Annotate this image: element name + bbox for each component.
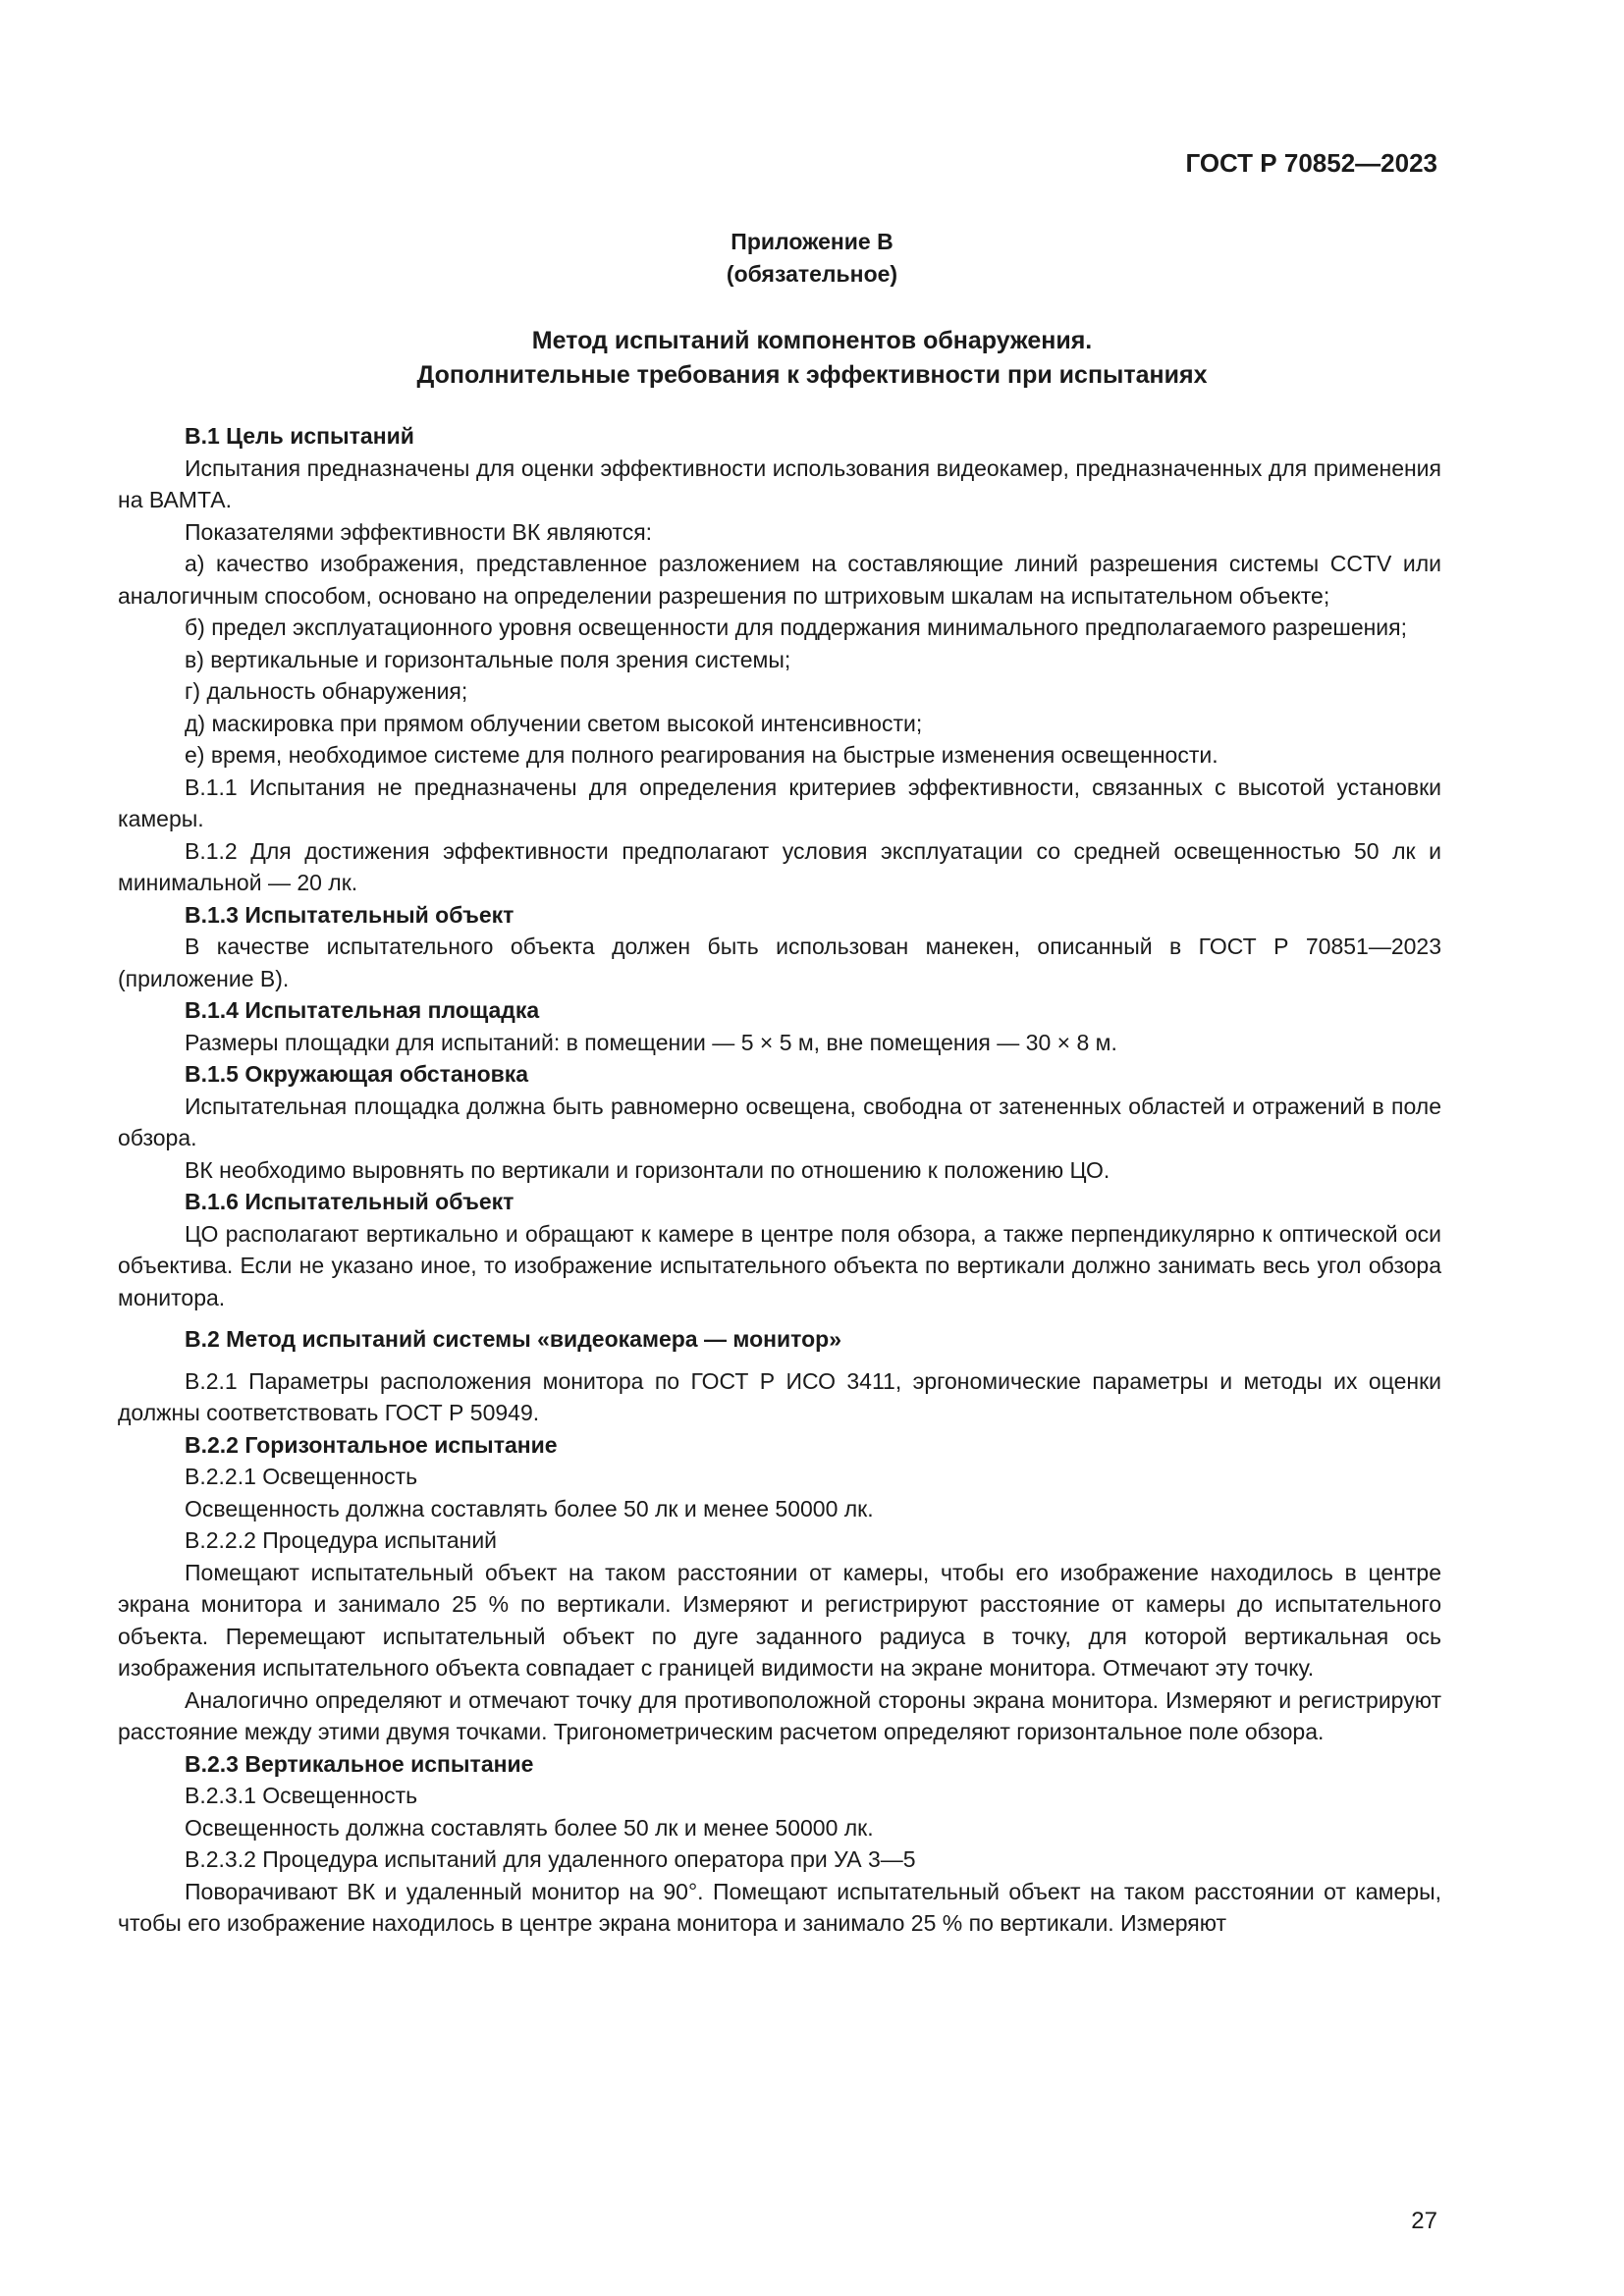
title-line-1: Метод испытаний компонентов обнаружения. (531, 327, 1093, 354)
section-heading: В.1 Цель испытаний (185, 423, 414, 449)
paragraph: Помещают испытательный объект на таком расстоянии от камеры, чтобы его изображение находилось в центре экрана монитора и занимало 25 % по вертикали. Измеряют и регистрируют расстояние от камеры до испытательного объекта. Перемещают испытательный объект по дуге заданного радиуса в точку, для которой вертикальная ось изображения испытательного объекта совпадает с границей видимости на экране монитора. Отмечают эту точку. (118, 1559, 1441, 1681)
standard-code: ГОСТ Р 70852—2023 (1185, 148, 1437, 178)
paragraph: В.2.1 Параметры расположения монитора по ГОСТ Р ИСО 3411, эргономические параметры и методы их оценки должны соответствовать ГОСТ Р 50949. (118, 1367, 1441, 1425)
subsection-heading: В.1.6 Испытательный объект (185, 1189, 514, 1214)
clause-title: В.2.3.2 Процедура испытаний для удаленного оператора при УА 3—5 (185, 1846, 916, 1872)
clause-title: В.2.3.1 Освещенность (185, 1783, 418, 1808)
list-item: в) вертикальные и горизонтальные поля зрения системы; (185, 646, 791, 672)
paragraph: Освещенность должна составлять более 50 лк и менее 50000 лк. (185, 1814, 874, 1841)
clause-title: В.2.2.2 Процедура испытаний (185, 1527, 498, 1553)
annex-heading (0, 226, 1624, 291)
section-heading: В.2 Метод испытаний системы «видеокамера — монитор» (185, 1326, 842, 1352)
subsection-heading: В.1.4 Испытательная площадка (185, 997, 540, 1023)
paragraph: Испытательная площадка должна быть равномерно освещена, свободна от затененных областей и отражений в поле обзора. (118, 1093, 1441, 1150)
paragraph: Освещенность должна составлять более 50 лк и менее 50000 лк. (185, 1495, 874, 1522)
list-item: е) время, необходимое системе для полного реагирования на быстрые изменения освещенности. (185, 742, 1218, 768)
paragraph: В.1.2 Для достижения эффективности предполагают условия эксплуатации со средней освещенностью 50 лк и минимальной — 20 лк. (118, 837, 1441, 895)
paragraph: Поворачивают ВК и удаленный монитор на 90°. Помещают испытательный объект на таком расстоянии от камеры, чтобы его изображение находилось в центре экрана монитора и занимало 25 % по вертикали. Измеряют (118, 1878, 1441, 1936)
list-item: г) дальность обнаружения; (185, 678, 468, 704)
clause-title: В.2.2.1 Освещенность (185, 1464, 418, 1489)
paragraph: Аналогично определяют и отмечают точку для противоположной стороны экрана монитора. Измеряют и регистрируют расстояние между этими двумя точками. Тригонометрическим расчетом определяют горизонтальное поле обзора. (118, 1686, 1441, 1744)
subsection-heading: В.2.2 Горизонтальное испытание (185, 1431, 558, 1458)
list-item: а) качество изображения, представленное разложением на составляющие линий разрешения системы CCTV или аналогичным способом, основано на определении разрешения по штриховым шкалам на испытательном объекте; (118, 551, 1441, 609)
page-number: 27 (1411, 2208, 1437, 2234)
paragraph: ВК необходимо выровнять по вертикали и горизонтали по отношению к положению ЦО. (185, 1156, 1110, 1183)
list-item: б) предел эксплуатационного уровня освещенности для поддержания минимального предполагаемого разрешения; (185, 614, 1407, 640)
paragraph: Испытания предназначены для оценки эффективности использования видеокамер, предназначенных для применения на ВАМТА. (118, 454, 1441, 512)
list-item: д) маскировка при прямом облучении светом высокой интенсивности; (185, 710, 923, 736)
title-line-2: Дополнительные требования к эффективности при испытаниях (416, 361, 1208, 389)
paragraph: Размеры площадки для испытаний: в помещении — 5 × 5 м, вне помещения — 30 × 8 м. (185, 1029, 1117, 1055)
paragraph: Показателями эффективности ВК являются: (185, 518, 653, 545)
annex-status: (обязательное) (726, 261, 898, 287)
paragraph: В качестве испытательного объекта должен быть использован манекен, описанный в ГОСТ Р 70851—2023 (приложение В). (118, 934, 1441, 991)
annex-name: Приложение В (731, 229, 893, 254)
document-title (0, 324, 1624, 393)
subsection-heading: В.1.5 Окружающая обстановка (185, 1061, 529, 1087)
document-body (118, 420, 1441, 1940)
subsection-heading: В.2.3 Вертикальное испытание (185, 1750, 534, 1777)
paragraph: В.1.1 Испытания не предназначены для определения критериев эффективности, связанных с высотой установки камеры. (118, 774, 1441, 831)
subsection-heading: В.1.3 Испытательный объект (185, 901, 514, 928)
paragraph: ЦО располагают вертикально и обращают к камере в центре поля обзора, а также перпендикулярно к оптической оси объектива. Если не указано иное, то изображение испытательного объекта по вертикали должно занимать весь угол обзора монитора. (118, 1220, 1441, 1310)
